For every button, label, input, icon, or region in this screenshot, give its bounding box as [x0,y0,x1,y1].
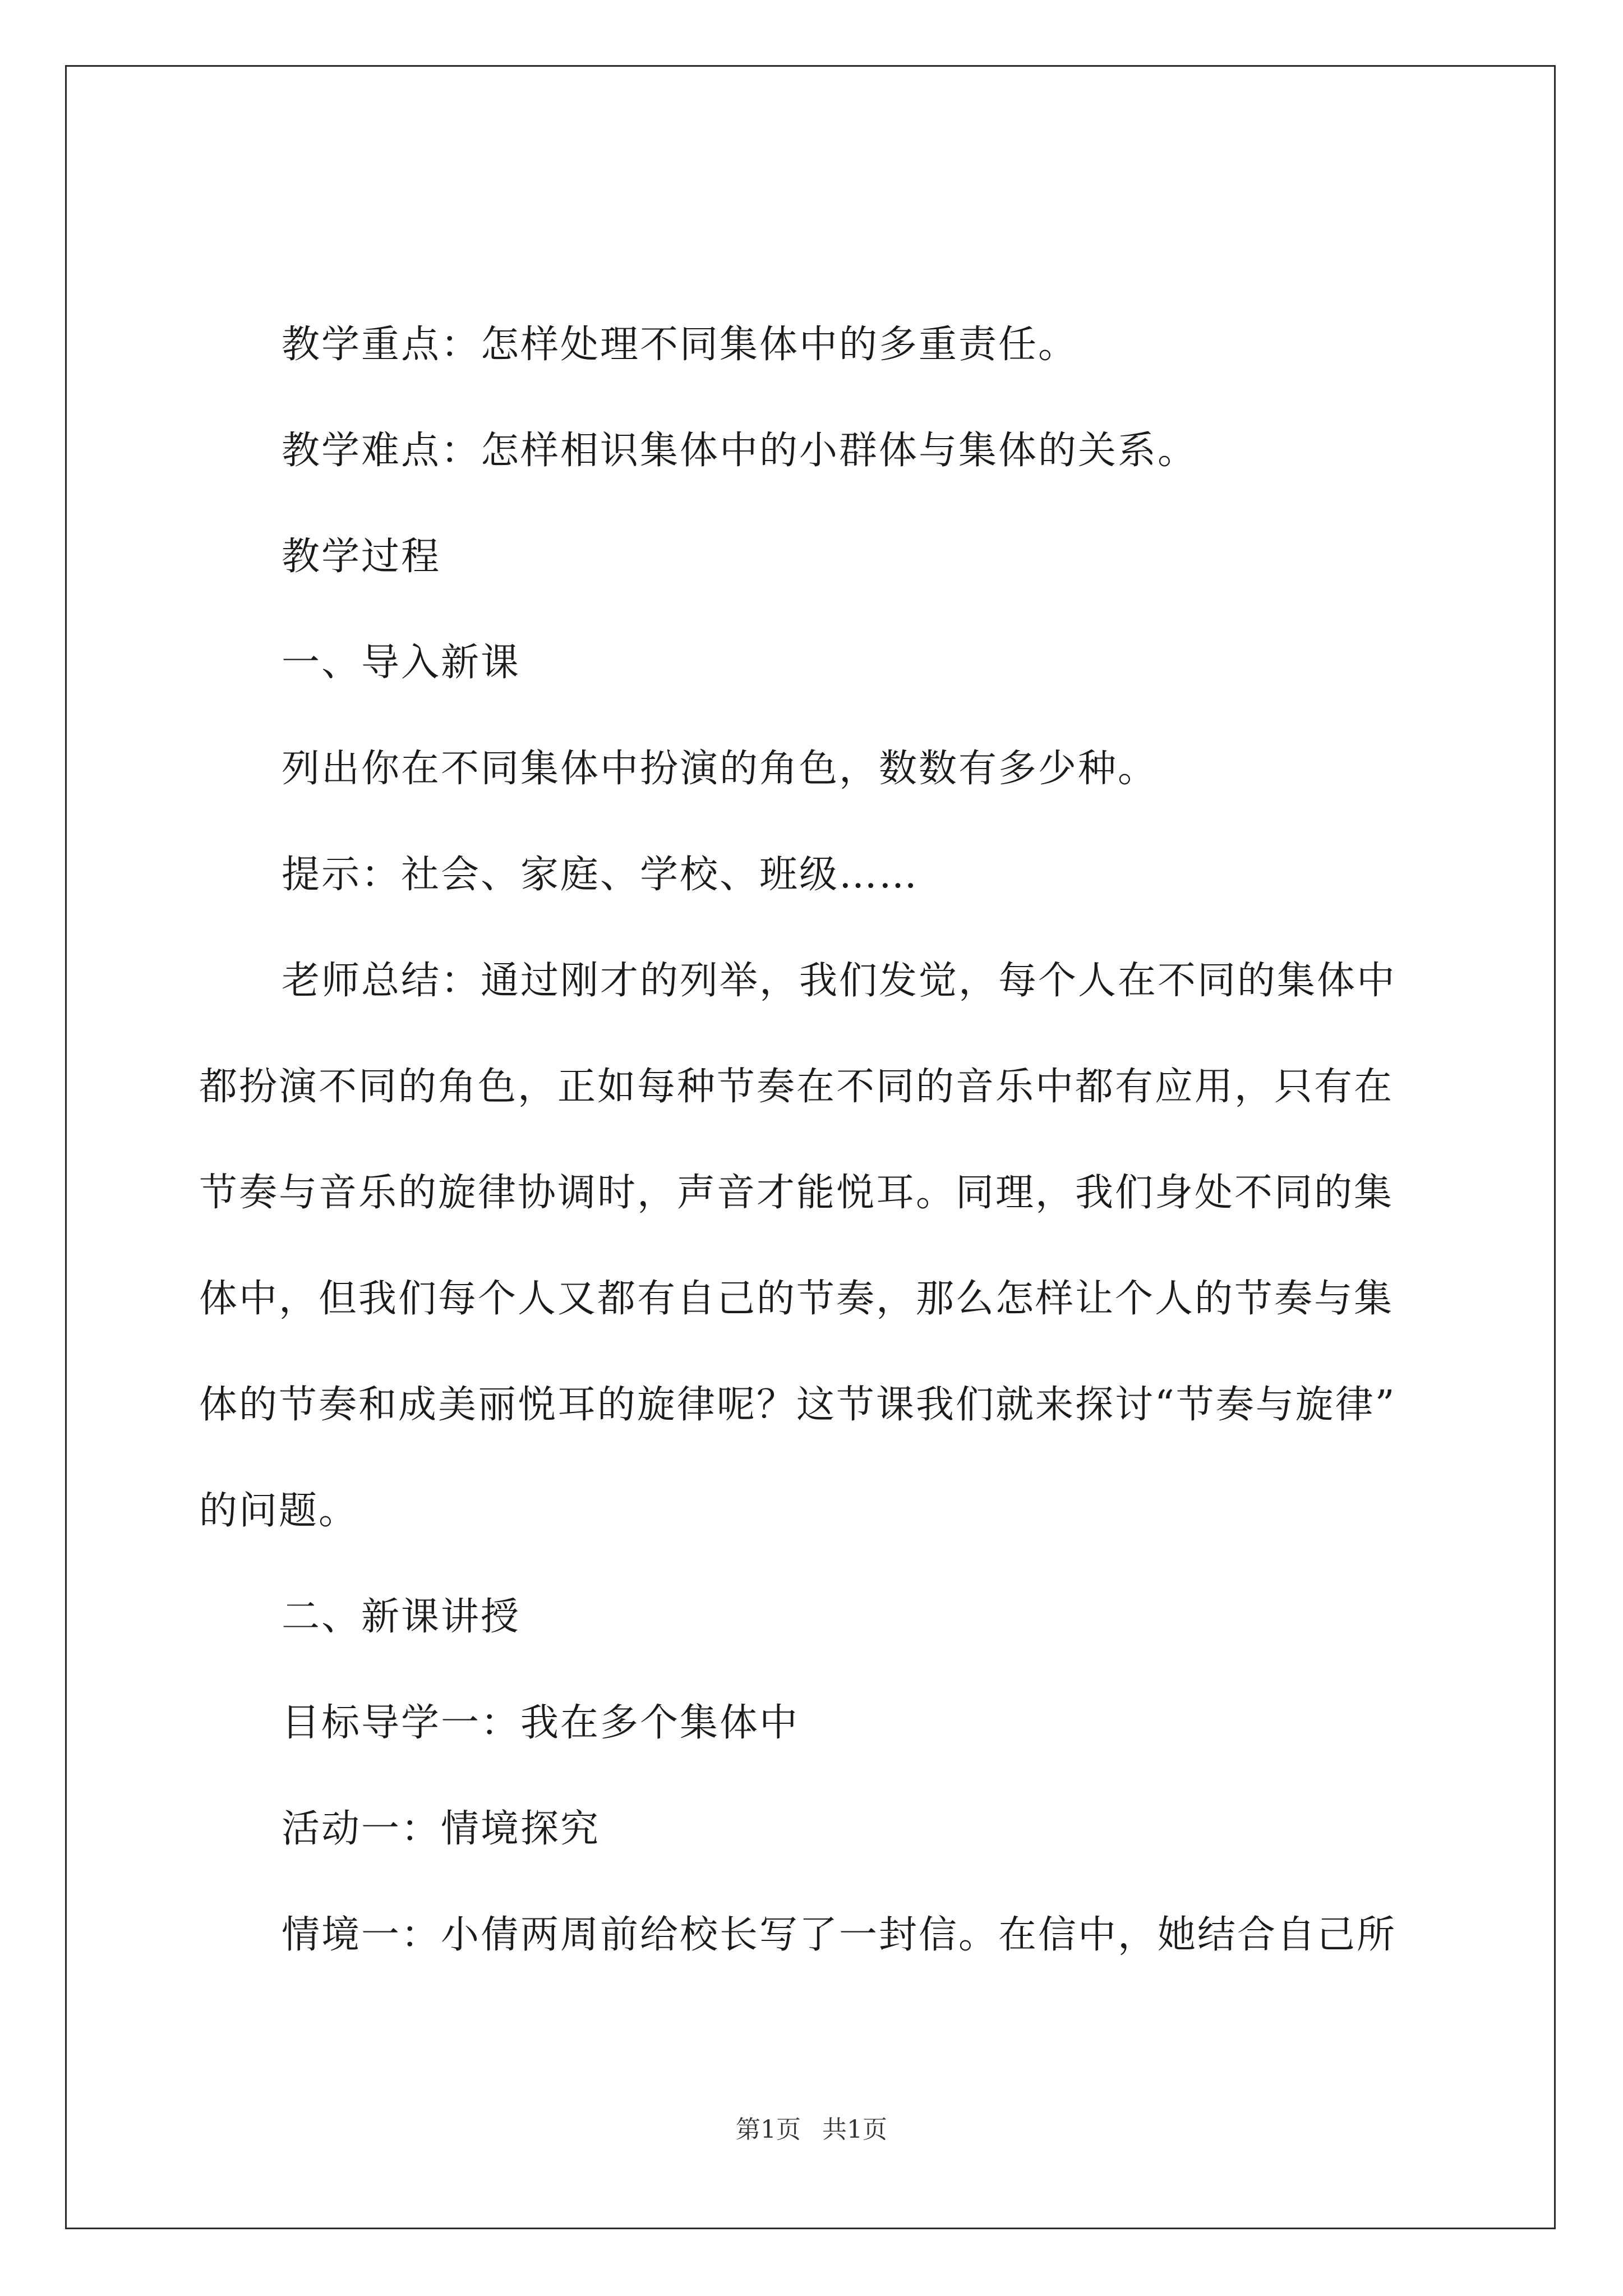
document-body [199,292,1433,1988]
paragraph-summary-line-5: 体的节奏和成美丽悦耳的旋律呢？这节课我们就来探讨“节奏与旋律” [199,1383,1396,1427]
subheading-goal-one: 目标导学一：我在多个集体中 [282,1701,800,1745]
paragraph-scenario-one: 情境一：小倩两周前给校长写了一封信。在信中，她结合自己所 [282,1913,1397,1957]
subheading-activity-one: 活动一：情境探究 [282,1807,601,1851]
section-heading-new-lesson: 二、新课讲授 [282,1595,521,1639]
section-heading-process: 教学过程 [282,535,441,579]
page-number: 第1页 [736,2115,801,2144]
paragraph-summary-line-3: 节奏与音乐的旋律协调时，声音才能悦耳。同理，我们身处不同的集 [199,1171,1394,1215]
paragraph-summary-line-2: 都扮演不同的角色，正如每种节奏在不同的音乐中都有应用，只有在 [199,1065,1394,1109]
paragraph-summary-line-6: 的问题。 [199,1489,359,1533]
paragraph-key-points: 教学重点：怎样处理不同集体中的多重责任。 [282,323,1078,367]
section-heading-intro: 一、导入新课 [282,641,521,685]
paragraph-summary-line-4: 体中，但我们每个人又都有自己的节奏，那么怎样让个人的节奏与集 [199,1277,1394,1321]
page-footer [0,2109,1623,2145]
paragraph-hint: 提示：社会、家庭、学校、班级…… [282,853,919,897]
page-total: 共1页 [822,2115,887,2144]
paragraph-difficulties: 教学难点：怎样相识集体中的小群体与集体的关系。 [282,429,1198,473]
paragraph-summary-line-1: 老师总结：通过刚才的列举，我们发觉，每个人在不同的集体中 [282,959,1397,1003]
paragraph-list-roles: 列出你在不同集体中扮演的角色，数数有多少种。 [282,747,1158,791]
